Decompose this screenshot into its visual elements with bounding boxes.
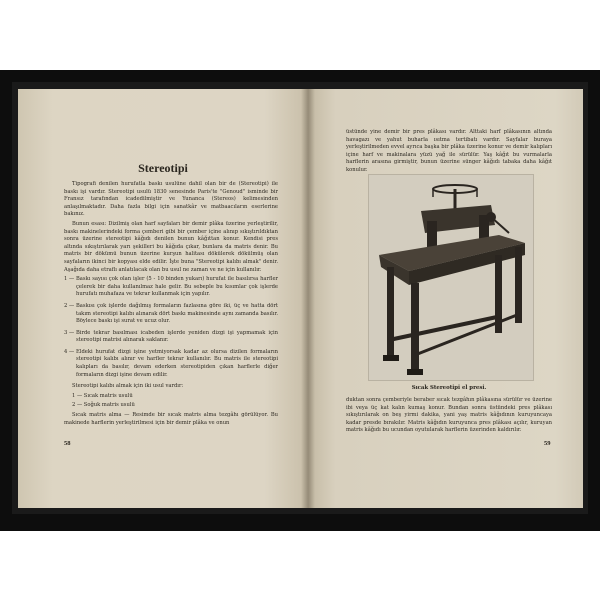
left-text-column (64, 181, 278, 429)
list-item: 3 — Birde tekrar basılması icabeden işlerde yeniden dizgi işi yapmamak için stereotipi matrisi alınarak saklanır. (64, 329, 278, 344)
paragraph: Stereotipi kalıbı almak için iki usul vardır: (72, 383, 184, 390)
figure-caption: Sıcak Stereotipi el presi. (411, 385, 487, 391)
page-number: 59 (544, 440, 551, 447)
paragraph: Sıcak matris alma — Resimde bir sıcak matris alma tezgâhı görülüyor. Bu makinede harflerin yerleştirilmesi için bir demir plâka ve onun (64, 412, 278, 426)
paragraph: Bunun esası: Dizilmiş olan harf sayfaları bir demir plâka üzerine yerleştirilir, baskı makinelerindeki forma çemberi gibi bir çember içine alınıp sıkıştırıldıktan sonra üzerine stereotipi kâğıdı denilen bunun kâğıttan konur. Kendisi pres altında sıkıştırılarak yarı şekilleri bu kâğıda çıkar, bunlara da matris denir. Bu matris bir dökümü bunun üzerine kurşun halitası dökülerek dökülmüş olan sayfaların ikinci bir kopyası elde edilir. İşte buna "Stereotipi kalıbı almak" denir. Aşağıda daha etraflı anlatılacak olan bu usul ne zaman ve ne için kullanılır. (64, 220, 278, 273)
press-machine-photo (368, 174, 534, 381)
right-text-top (346, 129, 552, 177)
right-text-bottom (346, 397, 552, 437)
right-page (308, 89, 583, 508)
page-number: 58 (64, 440, 71, 447)
paragraph: duktan sonra çemberiyle beraber sıcak tezgâhın plâkasına sürülür ve üzerine ibi veya üç kat kalın kumaş konur. Bundan sonra üstündeki pres plâkası sıkıştırılarak on beş yirmi dakika, yani yaş matris kâğıdının kuruyuncaya kadar presde bırakılır. Matris kâğıdın kuruyunca pres plâkası açılır, kuruyan matris kâğıdı bu ucundan oyutularak harflerin üzerinden kaldırılır. (346, 397, 552, 434)
list-item: 2 — Baskısı çok işlerde dağılmış formaların fazlasına göre iki, üç ve hatta dört takım stereotipi kalıbı alınarak dört baskı makinesinde aynı zamanda basılır. Böylece baskı işi surat ve ucuz olur. (64, 302, 278, 325)
method-item: 1 — Sıcak matris usulü (72, 392, 133, 399)
hand-press-illustration (369, 175, 533, 380)
open-book (12, 82, 588, 514)
method-item: 2 — Soğuk matris usulü (72, 402, 135, 409)
chapter-title: Stereotipi (138, 161, 188, 175)
list-item: 4 — Eldeki hurufat dizgi işine yetmiyorsak kadar az olursa dizilen formaların stereotipi kalıbı alınır ve harfler tekrar kullanılır. Bu matris ile stereotipi kalıpları da basılır, devam ederken stereotipiden çıkan harflerle diğer formaların dizgi işine devam edilir. (64, 348, 278, 378)
list-item: 1 — Baskı sayısı çok olan işler (5 - 10 binden yukarı) hurufat ile basılırsa harfler çelerek bir daha kullanılmaz hale gelir. Bu sebeple bu kısımlar çok işlerde hurufatı muhafaza ve tekrar kullanmak için yapılır. (64, 276, 278, 298)
book-gutter (301, 89, 315, 508)
left-page (18, 89, 308, 508)
paragraph: üstünde yine demir bir pres plâkası vardır. Alttaki harf plâkasının altında havagazı ve yahut buharla ısıtma tertibatı vardır. Sayfalar buraya yerleştirilmeden evvel ayrıca başka bir plâka üzerine konur ve demir kalıpları içine harf ve makinalara yüzü yağ ile sürülür. Yaş kâğıt bu vurmalarla harflerin arasına girmiştir, bunun üzerine sünger kâğıdı tabaka daha kâğıt konulur. (346, 129, 552, 173)
paragraph: Tipografi denilen hurufatla baskı usulüne dahil olan bir de (Stereotipi) ile baskı işi vardır. Stereotipi usulü 1830 senesinde Paris'te "Genoud" isminde bir Fransız tarafından icadedilmiştir ve Yunanca (Stereos) kelimesinden anlaşılmaktadır. Daha fazla bilgi için sanatkâr ve matbaacıların eserlerine bakınız. (64, 181, 278, 218)
